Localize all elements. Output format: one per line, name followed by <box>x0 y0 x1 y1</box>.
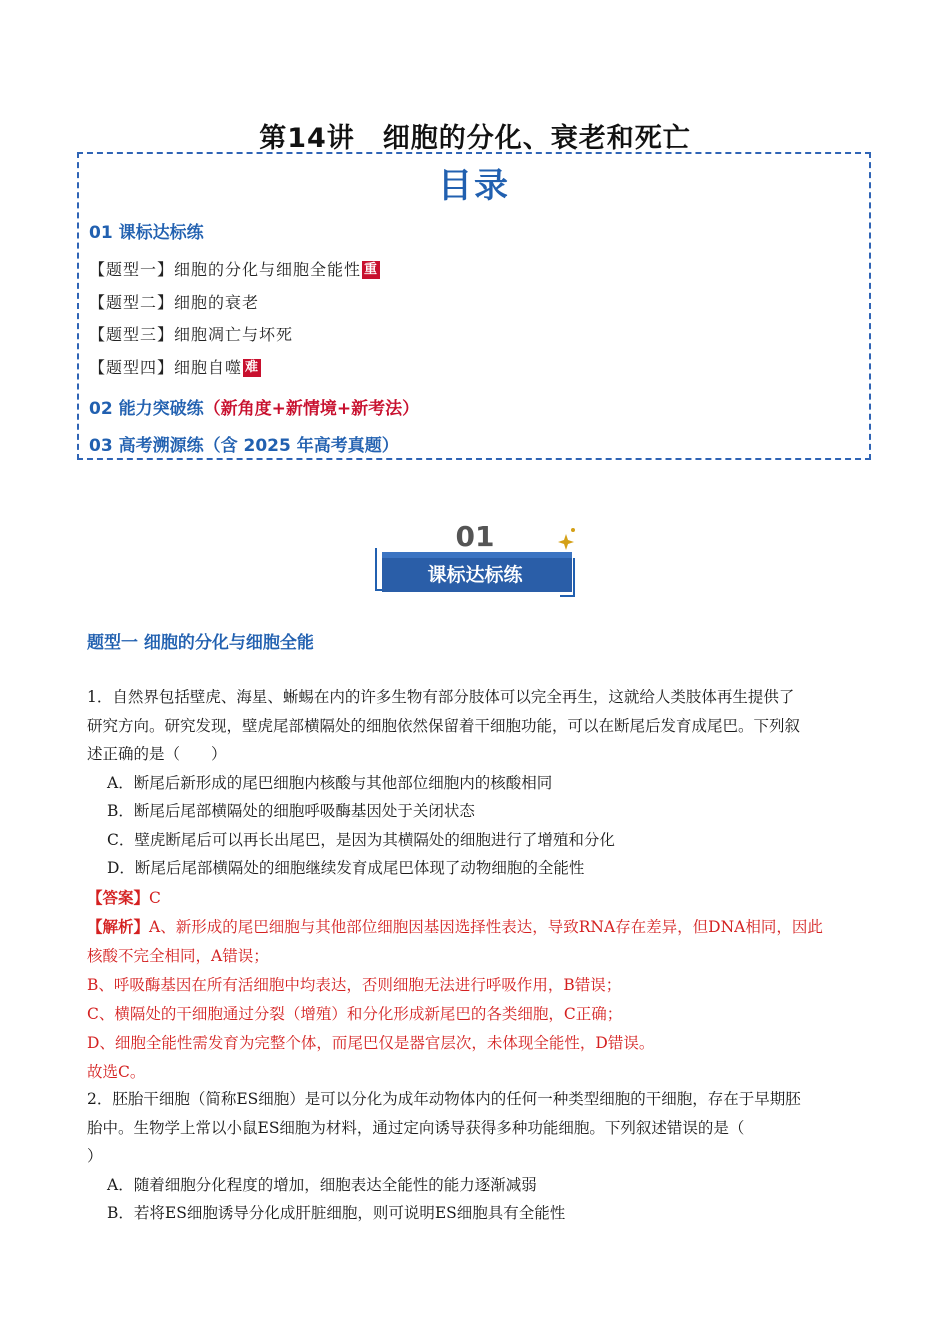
toc-item-3[interactable] <box>89 322 293 345</box>
question-1-option-a: A．断尾后新形成的尾巴细胞内核酸与其他部位细胞内的核酸相同 <box>107 774 553 792</box>
stem-line: 胎中。生物学上常以小鼠ES细胞为材料，通过定向诱导获得多种功能细胞。下列叙述错误的是（ <box>87 1118 745 1137</box>
stem-line: 1．自然界包括壁虎、海星、蜥蜴在内的许多生物有部分肢体可以完全再生，这就给人类肢体再生提供了 <box>87 688 795 706</box>
difficult-badge: 难 <box>245 360 260 375</box>
toc-section-2[interactable] <box>89 394 419 419</box>
emblem-number: 01 <box>455 520 495 553</box>
toc-item-2[interactable] <box>89 290 259 313</box>
toc-item-label: 【题型三】细胞凋亡与坏死 <box>89 325 294 344</box>
analysis-line: 故选C。 <box>87 1063 146 1081</box>
question-1-answer <box>87 883 867 913</box>
stem-line: 研究方向。研究发现，壁虎尾部横隔处的细胞依然保留着干细胞功能，可以在断尾后发育成尾巴。下列叙 <box>87 716 801 735</box>
stem-line: ） <box>87 1147 103 1165</box>
section-subtitle: 题型一 细胞的分化与细胞全能 <box>87 633 314 653</box>
analysis-line: C、横隔处的干细胞通过分裂（增殖）和分化形成新尾巴的各类细胞，C正确； <box>87 1005 623 1023</box>
analysis-line: 核酸不完全相同，A错误； <box>87 947 269 965</box>
analysis-line: B、呼吸酶基因在所有活细胞中均表达，否则细胞无法进行呼吸作用，B错误； <box>87 976 622 994</box>
toc-item-label: 【题型二】细胞的衰老 <box>89 293 260 312</box>
question-2-option-b: B．若将ES细胞诱导分化成肝脏细胞，则可说明ES细胞具有全能性 <box>107 1204 566 1222</box>
analysis-tag: 【解析】 <box>87 917 150 936</box>
answer-tag: 【答案】 <box>87 888 150 907</box>
question-1-option-c: C．壁虎断尾后可以再长出尾巴，是因为其横隔处的细胞进行了增殖和分化 <box>107 831 615 849</box>
analysis-line: A、新形成的尾巴细胞与其他部位细胞因基因选择性表达，导致RNA存在差异，但DNA相同，因此 <box>149 918 823 936</box>
analysis-line: D、细胞全能性需发育为完整个体，而尾巴仅是器官层次，未体现全能性，D错误。 <box>87 1034 655 1052</box>
toc-item-label: 【题型一】细胞的分化与细胞全能性 <box>89 260 362 279</box>
page-title: 第14讲 细胞的分化、衰老和死亡 <box>259 123 691 154</box>
question-2-option-a: A．随着细胞分化程度的增加，细胞表达全能性的能力逐渐减弱 <box>107 1176 537 1194</box>
question-1-option-d: D．断尾后尾部横隔处的细胞继续发育成尾巴体现了动物细胞的全能性 <box>107 859 585 877</box>
toc-heading: 目录 <box>438 166 510 206</box>
stem-line: 2．胚胎干细胞（简称ES细胞）是可以分化为成年动物体内的任何一种类型细胞的干细胞，存在于早期胚 <box>87 1090 801 1108</box>
emblem-graphic <box>370 518 580 600</box>
toc-section-3[interactable]: 03 高考溯源练（含 2025 年高考真题） <box>89 436 399 456</box>
emblem-label: 课标达标练 <box>427 564 523 586</box>
stem-line: 述正确的是（ ） <box>87 745 227 763</box>
toc-item-4[interactable] <box>89 355 261 378</box>
key-point-badge: 重 <box>364 262 379 277</box>
answer-value: C <box>149 889 161 907</box>
table-of-contents <box>77 152 871 460</box>
toc-section-1[interactable]: 01 课标达标练 <box>89 223 204 243</box>
toc-item-label: 【题型四】细胞自噬 <box>89 358 243 377</box>
question-1-stem <box>87 683 867 769</box>
section-emblem <box>370 518 580 600</box>
question-1-analysis <box>87 912 867 1087</box>
toc-section-2-label: 02 能力突破练 <box>89 399 204 419</box>
question-1-option-b: B．断尾后尾部横隔处的细胞呼吸酶基因处于关闭状态 <box>107 802 475 820</box>
toc-section-2-note: （新角度+新情境+新考法） <box>203 399 420 419</box>
question-2-stem <box>87 1085 867 1171</box>
toc-item-1[interactable] <box>89 257 380 280</box>
